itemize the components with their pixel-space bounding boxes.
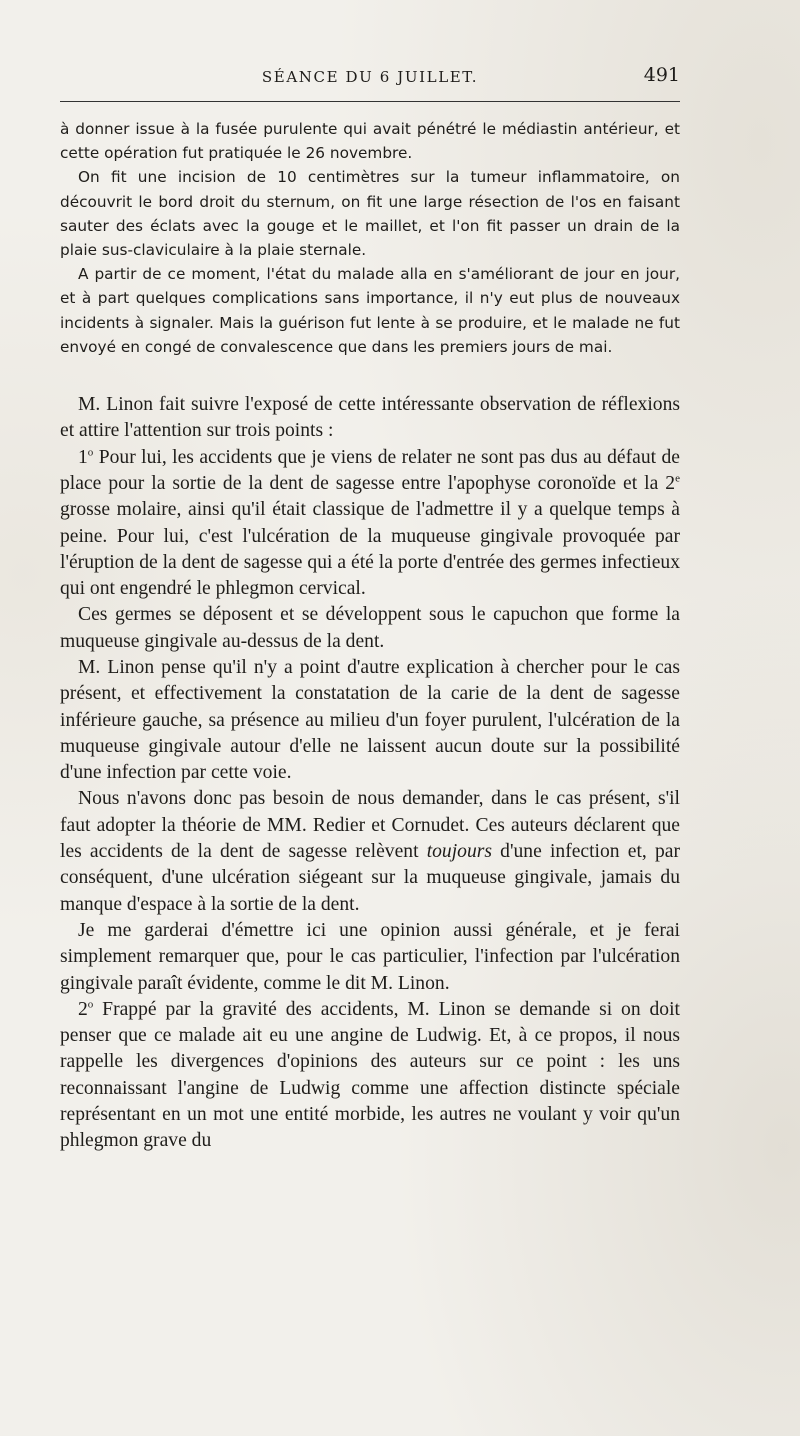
paragraph-opinion: Je me garderai d'émettre ici une opinion aussi générale, et je ferai simplement remarquer que, pour le cas particulier, l'infection par l'ulcération gingivale paraît évidente, comme le dit M. Linon. (60, 919, 680, 994)
theory-text-a: Nous n'avons donc pas besoin de nous demander, dans le cas présent, s'il faut adopter la théorie de MM. Redier et Cornudet. Ces auteurs déclarent que les accidents de la dent de sagesse relèvent (60, 788, 680, 863)
paragraph-recovery: A partir de ce moment, l'état du malade alla en s'améliorant de jour en jour, et à part quelques complications sans importance, il n'y eut plus de nouveaux incidents à signaler. Mais la guérison fut lente à se produire, et le malade ne fut envoyé en congé de convalescence que dans les premiers jours de mai. (60, 265, 680, 356)
page-header (60, 64, 680, 94)
paragraph-continuation: à donner issue à la fusée purulente qui avait pénétré le médiastin antérieur, et cette opération fut pratiquée le 26 novembre. (60, 120, 680, 163)
paragraph-point-two (60, 997, 680, 1155)
header-rule (60, 101, 680, 102)
page-number: 491 (643, 64, 680, 86)
theory-text-b: d'une infection et, par conséquent, d'une ulcération siégeant sur la muqueuse gingivale, jamais du manque d'espace à la sortie de la dent. (60, 841, 680, 915)
point-two-number: 2 (78, 998, 88, 1020)
point-one-number: 1 (78, 446, 88, 468)
theory-emphasis: toujours (426, 841, 493, 863)
paragraph-incision: On fit une incision de 10 centimètres sur la tumeur inflammatoire, on découvrit le bord droit du sternum, on fit une large résection de l'os en faisant sauter des éclats avec la gouge et le maillet, et l'on fit passer un drain de la plaie sus-claviculaire à la plaie sternale. (60, 168, 680, 260)
paragraph-theory (60, 786, 680, 917)
point-two-text: Frappé par la gravité des accidents, M. Linon se demande si on doit penser que ce malade ait eu une angine de Ludwig. Et, à ce propos, il nous rappelle les divergences d'opinions des auteurs sur ce point : les uns reconnaissant l'angine de Ludwig comme une affection distincte spéciale représentant en un mot une entité morbide, les autres ne voulant y voir qu'un phlegmon grave du (60, 998, 680, 1152)
observation-section (60, 117, 680, 359)
point-one-text-b: grosse molaire, ainsi qu'il était classique de l'admettre il y a quelque temps à peine. Pour lui, c'est l'ulcération de la muqueuse gingivale provoquée par l'éruption de la dent de sagesse qui a été la porte d'entrée des germes infectieux qui ont engendré le phlegmon cervical. (60, 499, 680, 600)
running-title: SÉANCE DU 6 JUILLET. (261, 68, 479, 86)
second-molar-ordinal: e (675, 472, 680, 485)
body-text (60, 117, 680, 1155)
point-one-text-a: Pour lui, les accidents que je viens de relater ne sont pas dus au défaut de place pour la sortie de la dent de sagesse entre l'apophyse coronoïde et la 2 (60, 446, 680, 494)
point-two-ordinal: o (87, 998, 94, 1011)
point-one-ordinal: o (87, 446, 94, 459)
paragraph-explanation: M. Linon pense qu'il n'y a point d'autre explication à chercher pour le cas présent, et effectivement la constatation de la carie de la dent de sagesse inférieure gauche, sa présence au milieu d'un foyer purulent, l'ulcération de la muqueuse gingivale autour d'elle ne laissent aucun doute sur la possibilité d'une infection par cette voie. (60, 657, 680, 784)
paragraph-linon-reflexions: M. Linon fait suivre l'exposé de cette intéressante observation de réflexions et attire l'attention sur trois points : (60, 394, 680, 442)
paragraph-point-one (60, 445, 680, 603)
commentary-section (60, 392, 680, 1155)
paragraph-germs: Ces germes se déposent et se développent sous le capuchon que forme la muqueuse gingivale au-dessus de la dent. (60, 604, 680, 652)
